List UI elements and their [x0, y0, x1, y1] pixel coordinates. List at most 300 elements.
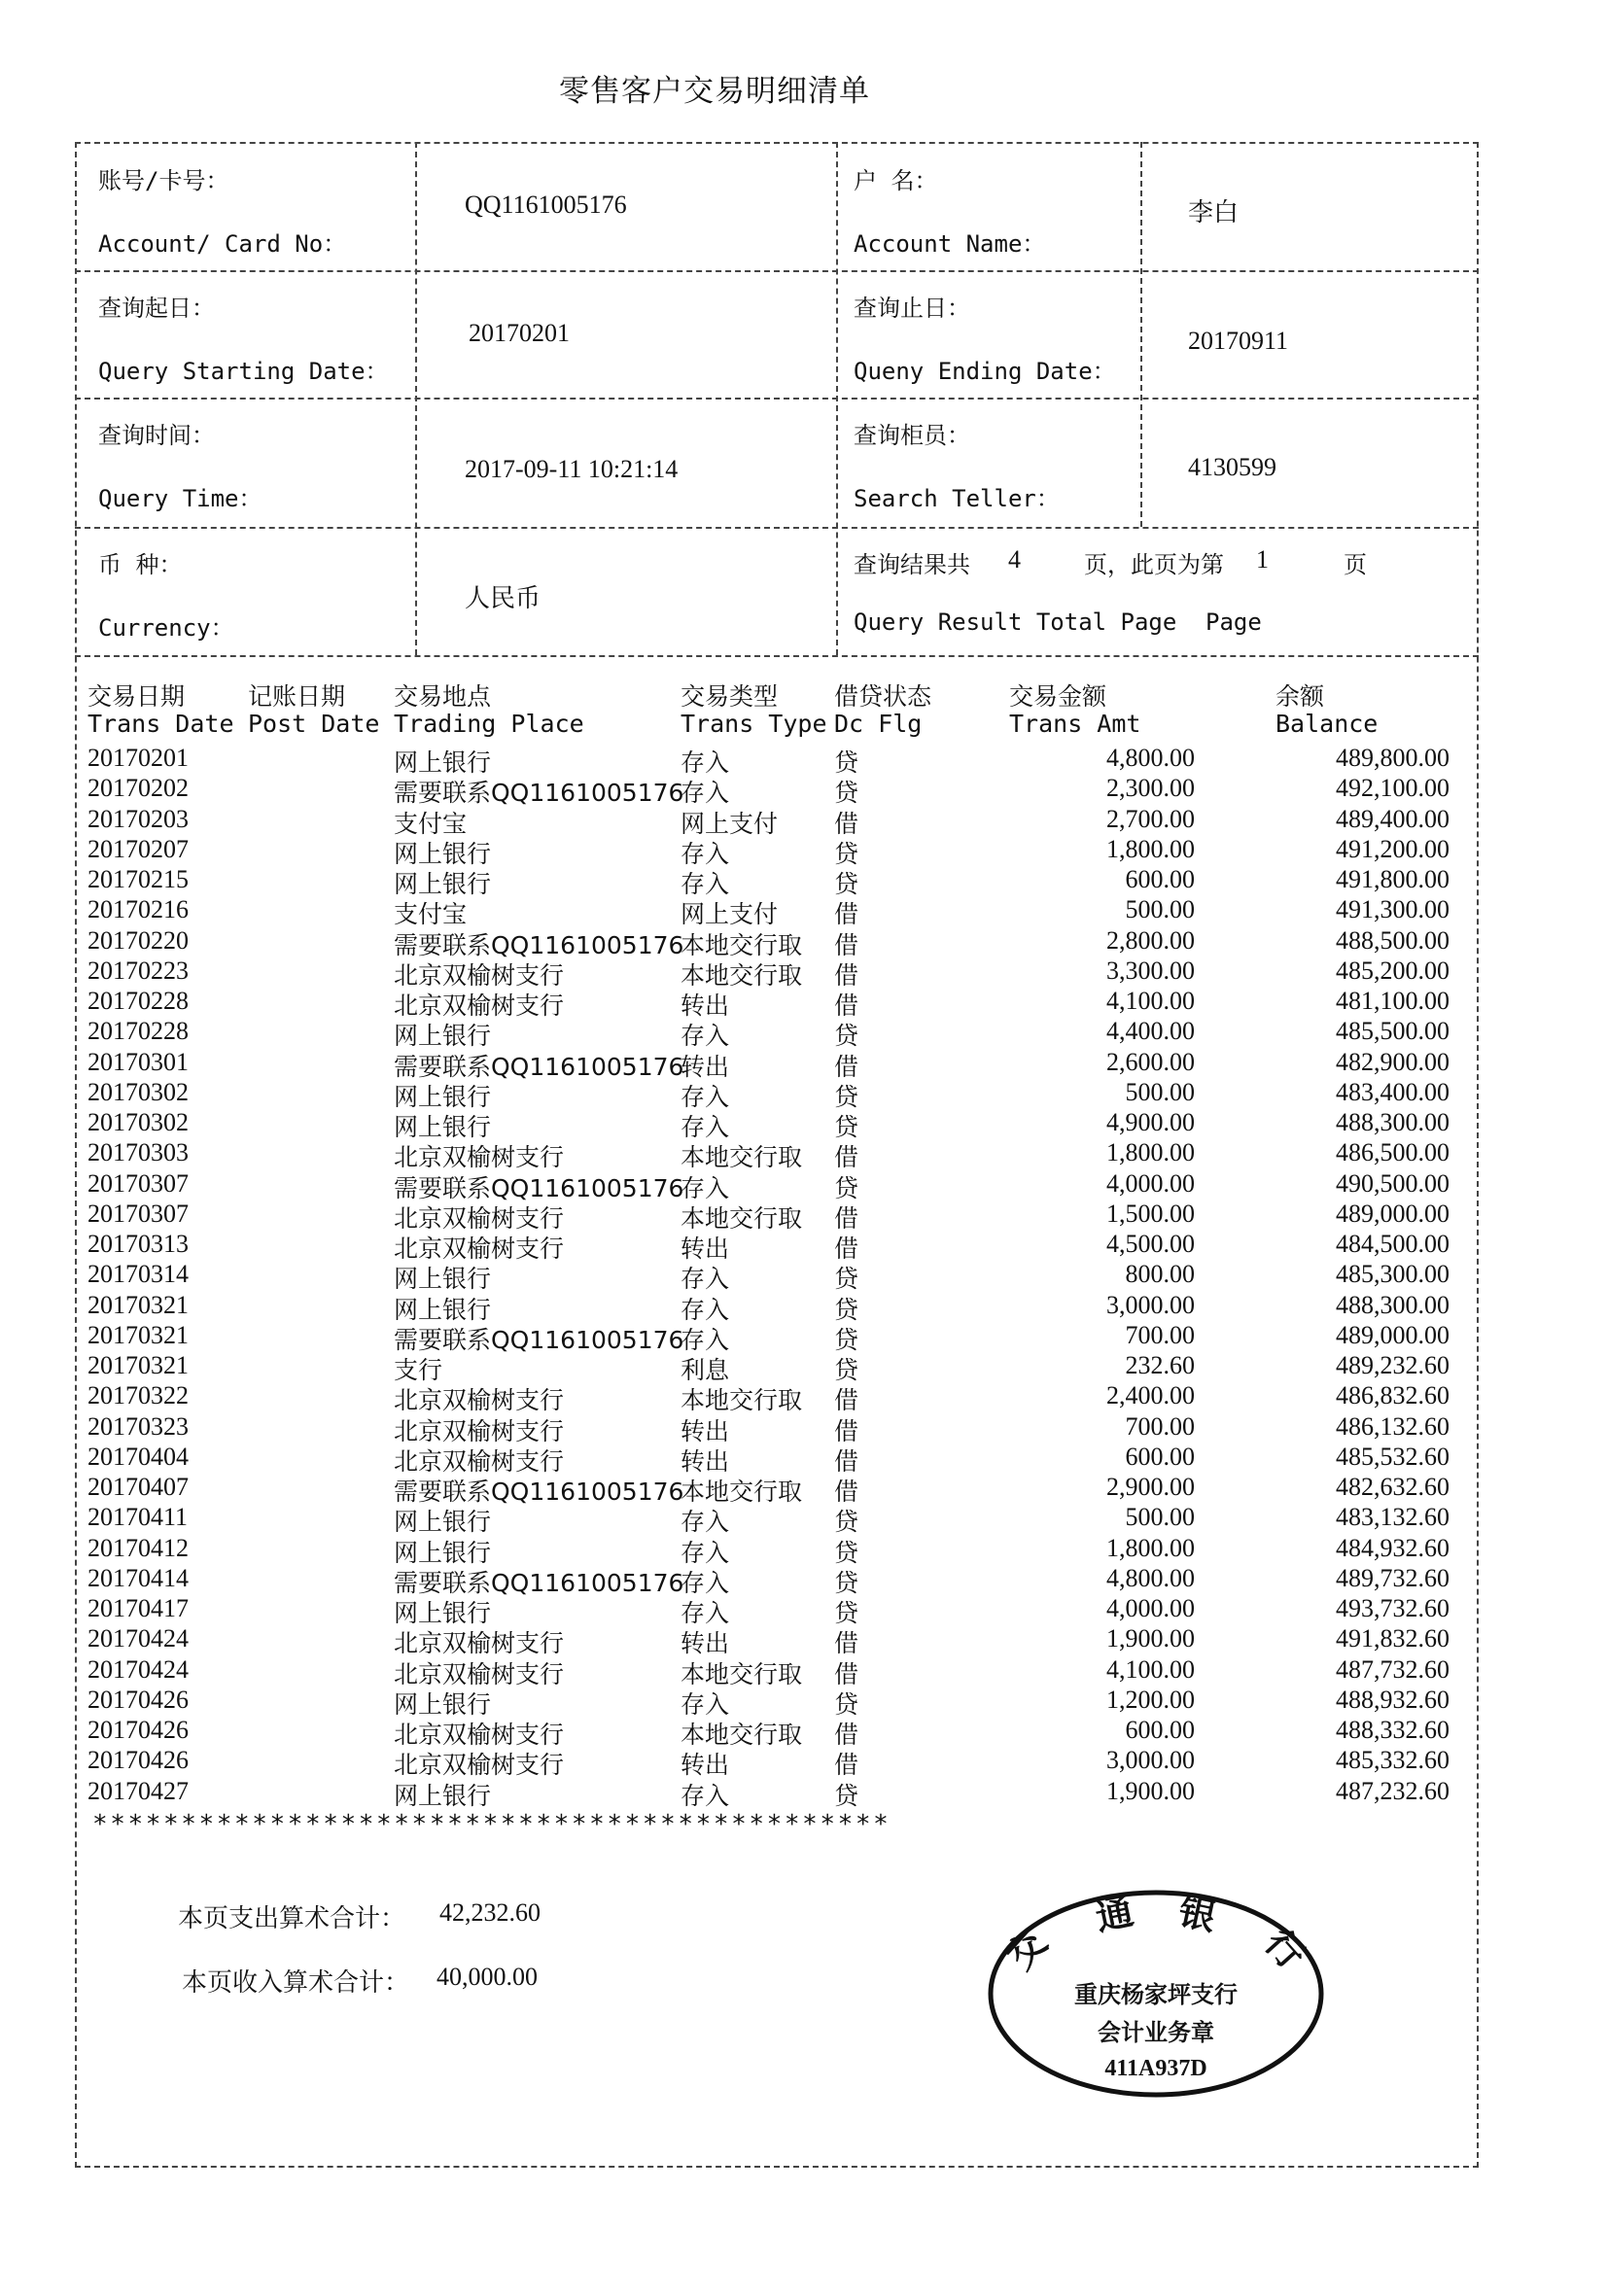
dc-flag: 贷 [834, 1781, 859, 1810]
col-header-flg-cn: 借贷状态 [834, 682, 932, 711]
dc-flag: 贷 [834, 748, 859, 777]
trans-type: 存入 [681, 1022, 730, 1051]
table-row [0, 834, 1607, 868]
table-row [0, 1320, 1607, 1354]
trans-type: 转出 [681, 1446, 730, 1476]
balance: 491,300.00 [1336, 895, 1450, 924]
dc-flag: 借 [834, 1629, 859, 1658]
table-row [0, 1169, 1607, 1200]
trans-amount: 4,400.00 [1106, 1017, 1195, 1046]
trans-amount: 4,800.00 [1106, 744, 1195, 772]
table-row [0, 1473, 1607, 1506]
trading-place: 北京双榆树支行 [394, 1721, 565, 1749]
trans-date: 20170216 [87, 895, 189, 924]
dc-flag: 贷 [834, 1689, 859, 1719]
currency-label-en: Currency： [98, 614, 234, 642]
trading-place: 支付宝 [394, 809, 468, 838]
dc-flag: 借 [834, 900, 859, 929]
bank-seal-graphic [986, 1888, 1326, 2100]
trans-date: 20170424 [87, 1624, 189, 1653]
trans-type: 转出 [681, 1416, 730, 1445]
table-row [0, 1746, 1607, 1780]
trans-amount: 1,900.00 [1106, 1776, 1195, 1805]
balance: 488,300.00 [1336, 1108, 1450, 1136]
table-row [0, 1230, 1607, 1263]
trans-type: 存入 [681, 1173, 730, 1202]
name-label-cn: 户 名： [854, 167, 938, 194]
dc-flag: 贷 [834, 1265, 859, 1294]
table-row [0, 1351, 1607, 1384]
table-row [0, 1047, 1607, 1081]
dc-flag: 贷 [834, 1568, 859, 1597]
trans-type: 转出 [681, 1052, 730, 1081]
seal-bank-char: 通 [1092, 1889, 1137, 1939]
balance: 488,332.60 [1336, 1716, 1450, 1744]
trans-amount: 4,000.00 [1106, 1594, 1195, 1622]
separator-stars: ********************************************* [92, 1810, 891, 1839]
balance: 488,500.00 [1336, 925, 1450, 955]
trans-type: 存入 [681, 748, 730, 777]
trans-type: 本地交行取 [681, 1659, 803, 1688]
balance: 484,500.00 [1336, 1230, 1450, 1258]
trading-place: 北京双榆树支行 [394, 1751, 565, 1780]
trans-amount: 4,500.00 [1106, 1230, 1195, 1258]
table-row [0, 1563, 1607, 1597]
table-row [0, 1138, 1607, 1172]
name-label-en: Account Name： [854, 230, 1046, 258]
table-row [0, 1655, 1607, 1686]
balance: 492,100.00 [1336, 774, 1450, 803]
dc-flag: 借 [834, 1659, 859, 1688]
trans-amount: 2,300.00 [1106, 774, 1195, 803]
trans-date: 20170314 [87, 1260, 189, 1289]
col-header-flg-en: Dc Flg [834, 710, 923, 738]
trans-date: 20170223 [87, 956, 189, 985]
trans-amount: 2,800.00 [1106, 925, 1195, 955]
trans-date: 20170228 [87, 987, 189, 1015]
table-row [0, 1381, 1607, 1415]
trans-amount: 4,000.00 [1106, 1168, 1195, 1198]
table-row [0, 774, 1607, 808]
balance: 485,200.00 [1336, 956, 1450, 985]
divider [75, 142, 1479, 144]
trading-place: 需要联系QQ1161005176 [394, 1052, 684, 1081]
balance: 485,332.60 [1336, 1746, 1450, 1775]
trans-type: 存入 [681, 1568, 730, 1597]
dc-flag: 贷 [834, 1356, 859, 1384]
trans-amount: 1,500.00 [1106, 1199, 1195, 1228]
balance: 487,232.60 [1336, 1776, 1450, 1805]
trading-place: 北京双榆树支行 [394, 1203, 565, 1233]
query-time-value: 2017-09-11 10:21:14 [465, 455, 679, 483]
trading-place: 北京双榆树支行 [394, 991, 565, 1020]
balance: 489,800.00 [1336, 744, 1450, 772]
dc-flag: 借 [834, 1416, 859, 1445]
divider [836, 142, 838, 655]
dc-flag: 借 [834, 1386, 859, 1415]
balance: 487,732.60 [1336, 1654, 1450, 1684]
dc-flag: 贷 [834, 1173, 859, 1202]
balance: 491,832.60 [1336, 1624, 1450, 1653]
dc-flag: 贷 [834, 1325, 859, 1354]
col-header-amt-cn: 交易金额 [1009, 682, 1107, 711]
trans-date: 20170215 [87, 865, 189, 893]
trans-type: 转出 [681, 1629, 730, 1658]
trans-type: 本地交行取 [681, 930, 803, 959]
trading-place: 网上银行 [394, 1781, 492, 1810]
trading-place: 北京双榆树支行 [394, 960, 565, 990]
trans-date: 20170407 [87, 1473, 189, 1501]
trading-place: 网上银行 [394, 1599, 492, 1627]
trans-amount: 1,800.00 [1106, 834, 1195, 863]
trans-type: 存入 [681, 1538, 730, 1567]
col-header-date-en: Trans Date [87, 710, 234, 738]
trans-date: 20170412 [87, 1533, 189, 1562]
trans-date: 20170307 [87, 1199, 189, 1228]
trans-amount: 2,600.00 [1106, 1047, 1195, 1076]
col-header-type-cn: 交易类型 [681, 682, 779, 711]
trans-amount: 2,900.00 [1106, 1473, 1195, 1501]
trading-place: 支行 [394, 1356, 443, 1384]
trans-amount: 232.60 [1125, 1351, 1195, 1379]
dc-flag: 贷 [834, 1113, 859, 1141]
trading-place: 需要联系QQ1161005176 [394, 1325, 684, 1354]
dc-flag: 贷 [834, 1022, 859, 1051]
credit-total-label: 本页收入算术合计： [182, 1968, 410, 1998]
trans-type: 存入 [681, 1265, 730, 1294]
dc-flag: 借 [834, 960, 859, 990]
balance: 491,800.00 [1336, 865, 1450, 893]
end-date-label-cn: 查询止日： [854, 295, 970, 322]
query-time-label-cn: 查询时间： [98, 422, 215, 449]
trans-type: 网上支付 [681, 900, 779, 929]
trans-date: 20170426 [87, 1716, 189, 1744]
dc-flag: 贷 [834, 1295, 859, 1324]
account-label-en: Account/ Card No： [98, 230, 347, 258]
trading-place: 北京双榆树支行 [394, 1386, 565, 1415]
divider [75, 655, 1479, 657]
divider [1140, 142, 1142, 527]
trading-place: 网上银行 [394, 1295, 492, 1324]
table-row [0, 1685, 1607, 1719]
start-date-label-en: Query Starting Date： [98, 358, 389, 385]
trans-amount: 1,800.00 [1106, 1138, 1195, 1167]
trading-place: 网上银行 [394, 748, 492, 777]
trading-place: 北京双榆树支行 [394, 1416, 565, 1445]
balance: 490,500.00 [1336, 1168, 1450, 1198]
dc-flag: 借 [834, 1478, 859, 1506]
trans-date: 20170313 [87, 1230, 189, 1258]
query-time-label-en: Query Time： [98, 485, 262, 512]
seal-purpose: 会计业务章 [1098, 2019, 1214, 2046]
balance: 489,732.60 [1336, 1563, 1450, 1592]
trans-date: 20170323 [87, 1411, 189, 1441]
trans-type: 本地交行取 [681, 1143, 803, 1172]
trans-date: 20170411 [87, 1503, 189, 1532]
seal-bank-char: 银 [1174, 1889, 1220, 1939]
trading-place: 北京双榆树支行 [394, 1446, 565, 1476]
table-row [0, 926, 1607, 957]
credit-total-value: 40,000.00 [437, 1963, 538, 1991]
dc-flag: 借 [834, 1446, 859, 1476]
table-row [0, 1442, 1607, 1476]
trans-date: 20170201 [87, 744, 189, 772]
dc-flag: 贷 [834, 1599, 859, 1627]
dc-flag: 借 [834, 1203, 859, 1233]
col-header-place-cn: 交易地点 [394, 682, 492, 711]
trans-type: 存入 [681, 1113, 730, 1141]
seal-code: 411A937D [1104, 2056, 1207, 2081]
balance: 482,900.00 [1336, 1047, 1450, 1076]
trans-amount: 700.00 [1125, 1411, 1195, 1441]
trans-type: 存入 [681, 1325, 730, 1354]
trans-date: 20170228 [87, 1017, 189, 1046]
trans-amount: 700.00 [1125, 1320, 1195, 1349]
trading-place: 需要联系QQ1161005176 [394, 1568, 684, 1597]
trans-type: 本地交行取 [681, 1478, 803, 1506]
balance: 489,232.60 [1336, 1351, 1450, 1379]
divider [75, 527, 1479, 529]
dc-flag: 贷 [834, 839, 859, 868]
result-label-en-b: Page [1205, 609, 1262, 636]
col-header-post-en: Post Date [248, 710, 380, 738]
balance: 489,000.00 [1336, 1199, 1450, 1228]
table-row [0, 1199, 1607, 1233]
dc-flag: 借 [834, 1143, 859, 1172]
trans-type: 转出 [681, 991, 730, 1020]
table-row [0, 1077, 1607, 1111]
trans-amount: 4,900.00 [1106, 1108, 1195, 1136]
trans-amount: 500.00 [1125, 895, 1195, 924]
table-row [0, 1108, 1607, 1141]
trans-type: 利息 [681, 1356, 730, 1384]
result-label-c: 页 [1344, 551, 1367, 578]
trans-date: 20170307 [87, 1168, 189, 1198]
trans-type: 存入 [681, 1082, 730, 1111]
trading-place: 网上银行 [394, 1265, 492, 1294]
trans-amount: 600.00 [1125, 1442, 1195, 1471]
table-row [0, 987, 1607, 1020]
trans-amount: 4,800.00 [1106, 1563, 1195, 1592]
trans-date: 20170321 [87, 1290, 189, 1319]
table-row [0, 1594, 1607, 1627]
currency-label-cn: 币 种： [98, 551, 183, 578]
trans-date: 20170203 [87, 804, 189, 833]
balance: 483,400.00 [1336, 1077, 1450, 1106]
dc-flag: 贷 [834, 1538, 859, 1567]
table-row [0, 895, 1607, 929]
table-row [0, 744, 1607, 777]
trans-type: 存入 [681, 1599, 730, 1627]
table-row [0, 804, 1607, 838]
trading-place: 网上银行 [394, 1113, 492, 1141]
balance: 486,132.60 [1336, 1411, 1450, 1441]
trans-date: 20170301 [87, 1047, 189, 1076]
balance: 483,132.60 [1336, 1503, 1450, 1532]
debit-total-label: 本页支出算术合计： [178, 1904, 406, 1933]
trans-date: 20170302 [87, 1108, 189, 1136]
trans-type: 存入 [681, 1508, 730, 1537]
trading-place: 北京双榆树支行 [394, 1235, 565, 1263]
trans-amount: 3,000.00 [1106, 1746, 1195, 1775]
balance: 481,100.00 [1336, 987, 1450, 1015]
trading-place: 需要联系QQ1161005176 [394, 779, 684, 808]
trans-amount: 3,000.00 [1106, 1290, 1195, 1319]
trans-date: 20170302 [87, 1077, 189, 1106]
dc-flag: 借 [834, 1052, 859, 1081]
trading-place: 网上银行 [394, 870, 492, 898]
dc-flag: 借 [834, 1751, 859, 1780]
dc-flag: 借 [834, 1235, 859, 1263]
trans-amount: 2,700.00 [1106, 804, 1195, 833]
dc-flag: 贷 [834, 779, 859, 808]
trading-place: 北京双榆树支行 [394, 1143, 565, 1172]
trans-amount: 1,900.00 [1106, 1624, 1195, 1653]
trans-amount: 2,400.00 [1106, 1381, 1195, 1410]
teller-value: 4130599 [1188, 453, 1276, 481]
balance: 489,400.00 [1336, 804, 1450, 833]
trading-place: 网上银行 [394, 839, 492, 868]
account-value: QQ1161005176 [465, 191, 627, 219]
end-date-value: 20170911 [1188, 327, 1289, 355]
trans-type: 存入 [681, 1689, 730, 1719]
trans-amount: 600.00 [1125, 865, 1195, 893]
balance: 489,000.00 [1336, 1320, 1450, 1349]
balance: 485,532.60 [1336, 1442, 1450, 1471]
balance: 488,300.00 [1336, 1290, 1450, 1319]
trans-date: 20170321 [87, 1320, 189, 1349]
balance: 484,932.60 [1336, 1533, 1450, 1562]
trans-type: 存入 [681, 1295, 730, 1324]
table-row [0, 1624, 1607, 1658]
balance: 485,300.00 [1336, 1260, 1450, 1289]
col-header-bal-cn: 余额 [1275, 682, 1325, 711]
trading-place: 网上银行 [394, 1082, 492, 1111]
trans-date: 20170417 [87, 1594, 189, 1622]
dc-flag: 借 [834, 930, 859, 959]
trading-place: 北京双榆树支行 [394, 1659, 565, 1688]
col-header-place-en: Trading Place [394, 710, 584, 738]
dc-flag: 贷 [834, 870, 859, 898]
dc-flag: 贷 [834, 1508, 859, 1537]
start-date-label-cn: 查询起日： [98, 295, 215, 322]
result-label-a: 查询结果共 [854, 551, 970, 578]
trans-date: 20170404 [87, 1442, 189, 1471]
trans-date: 20170414 [87, 1563, 189, 1592]
start-date-value: 20170201 [469, 319, 570, 347]
trans-amount: 800.00 [1125, 1260, 1195, 1289]
trading-place: 网上银行 [394, 1538, 492, 1567]
balance: 493,732.60 [1336, 1594, 1450, 1622]
end-date-label-en: Queny Ending Date： [854, 358, 1116, 385]
trans-amount: 1,200.00 [1106, 1685, 1195, 1714]
trans-type: 本地交行取 [681, 960, 803, 990]
seal-bank-char: 交 [998, 1921, 1056, 1978]
trans-date: 20170321 [87, 1351, 189, 1379]
table-row [0, 1412, 1607, 1443]
trans-date: 20170202 [87, 774, 189, 803]
col-header-amt-en: Trans Amt [1009, 710, 1141, 738]
col-header-bal-en: Balance [1275, 710, 1379, 738]
trans-date: 20170426 [87, 1685, 189, 1714]
trans-type: 存入 [681, 870, 730, 898]
seal-branch: 重庆杨家坪支行 [1074, 1981, 1238, 2008]
dc-flag: 借 [834, 991, 859, 1020]
trans-date: 20170322 [87, 1381, 189, 1410]
trans-type: 本地交行取 [681, 1203, 803, 1233]
result-label-b: 页，此页为第 [1084, 551, 1224, 578]
table-row [0, 1017, 1607, 1051]
trans-type: 转出 [681, 1751, 730, 1780]
trading-place: 需要联系QQ1161005176 [394, 930, 684, 959]
col-header-type-en: Trans Type [681, 710, 827, 738]
seal-bank-char: 行 [1256, 1921, 1313, 1978]
divider [415, 142, 417, 655]
trans-type: 转出 [681, 1235, 730, 1263]
result-total-pages: 4 [1008, 545, 1021, 574]
trading-place: 网上银行 [394, 1689, 492, 1719]
trans-amount: 1,800.00 [1106, 1533, 1195, 1562]
trading-place: 需要联系QQ1161005176 [394, 1478, 684, 1506]
trans-date: 20170220 [87, 925, 189, 955]
col-header-date-cn: 交易日期 [87, 682, 186, 711]
trans-type: 存入 [681, 779, 730, 808]
dc-flag: 借 [834, 809, 859, 838]
debit-total-value: 42,232.60 [439, 1898, 541, 1927]
trans-date: 20170427 [87, 1776, 189, 1805]
divider [75, 398, 1479, 400]
name-value: 李白 [1188, 198, 1240, 227]
dc-flag: 借 [834, 1721, 859, 1749]
account-label-cn: 账号/卡号： [98, 167, 229, 194]
trans-amount: 4,100.00 [1106, 987, 1195, 1015]
trans-date: 20170426 [87, 1746, 189, 1775]
balance: 486,832.60 [1336, 1381, 1450, 1410]
trading-place: 网上银行 [394, 1022, 492, 1051]
trans-amount: 600.00 [1125, 1716, 1195, 1744]
currency-value: 人民币 [465, 584, 541, 613]
page-title: 零售客户交易明细清单 [559, 74, 870, 109]
divider [75, 270, 1479, 272]
result-label-en-a: Query Result Total Page [854, 609, 1177, 636]
trans-date: 20170303 [87, 1138, 189, 1167]
balance: 488,932.60 [1336, 1685, 1450, 1714]
trading-place: 网上银行 [394, 1508, 492, 1537]
trans-type: 存入 [681, 1781, 730, 1810]
trans-date: 20170207 [87, 834, 189, 863]
bank-seal [986, 1888, 1326, 2100]
teller-label-cn: 查询柜员： [854, 422, 970, 449]
balance: 491,200.00 [1336, 834, 1450, 863]
balance: 486,500.00 [1336, 1138, 1450, 1167]
table-row [0, 865, 1607, 898]
balance: 485,500.00 [1336, 1017, 1450, 1046]
dc-flag: 贷 [834, 1082, 859, 1111]
balance: 482,632.60 [1336, 1473, 1450, 1501]
trans-amount: 3,300.00 [1106, 956, 1195, 985]
table-row [0, 1716, 1607, 1749]
trans-amount: 4,100.00 [1106, 1654, 1195, 1684]
trading-place: 需要联系QQ1161005176 [394, 1173, 684, 1202]
trans-type: 存入 [681, 839, 730, 868]
trans-type: 本地交行取 [681, 1386, 803, 1415]
trans-amount: 500.00 [1125, 1503, 1195, 1532]
trading-place: 北京双榆树支行 [394, 1629, 565, 1658]
teller-label-en: Search Teller： [854, 485, 1060, 512]
table-row [0, 1290, 1607, 1324]
table-row [0, 956, 1607, 990]
table-row [0, 1503, 1607, 1537]
